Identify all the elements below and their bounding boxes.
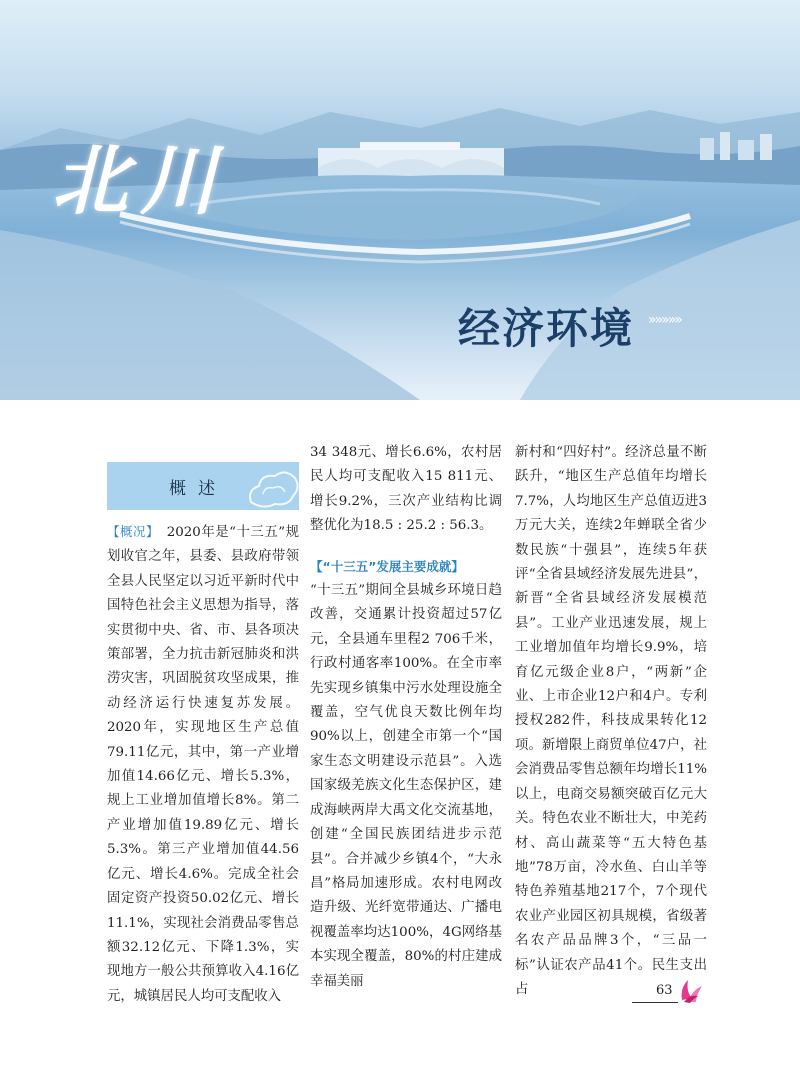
overview-text: 2020年是“十三五”规划收官之年，县委、县政府带领全县人民坚定以习近平新时代中国特色社会主义思想为指导，落实贯彻中央、省、市、县各项决策部署，全力抗击新冠肺炎和洪涝灾害，巩固脱贫攻坚成果，推动经济运行快速复苏发展。2020年，实现地区生产总值79.11亿元，其中，第一产业增加值14.66亿元、增长5.3%，规上工业增加值增长8%。第二产业增加值19.89亿元、增长5.3%。第三产业增加值44.56亿元、增长4.6%。完成全社会固定资产投资50.02亿元、增长11.1%，实现社会消费品零售总额32.12亿元、下降1.3%，实现地方一般公共预算收入4.16亿元，城镇居民人均可支配收入 <box>107 525 299 1004</box>
overview-paragraph <box>107 520 299 1009</box>
section-title: 经济环境 <box>458 304 635 353</box>
header-banner <box>0 0 800 400</box>
page-rule <box>632 1002 678 1003</box>
overview-paragraph-continued: 34 348元、增长6.6%，农村居民人均可支配收入15 811元、增长9.2%，三次产业结构比调整优化为18.5 : 25.2 : 56.3。 <box>310 445 502 534</box>
flower-ornament-icon <box>678 974 704 1004</box>
text-column-1 <box>107 520 299 1009</box>
overview-tag: 【概况】 <box>107 524 153 539</box>
overview-heading: 概述 <box>169 479 227 499</box>
text-column-2 <box>310 441 502 994</box>
page-number: 63 <box>656 983 673 998</box>
cloud-ornament-icon <box>239 462 299 510</box>
achievements-paragraph: “十三五”期间全县城乡环境日趋改善，交通累计投资超过57亿元，全县通车里程2 706千米，行政村通客率100%。在全市率先实现乡镇集中污水处理设施全覆盖，空气优良天数比例年均90%以上，创建全市第一个“国家生态文明建设示范县”。入选国家级羌族文化生态保护区，建成海峡两岸大禹文化交流基地，创建“全国民族团结进步示范县”。合并减少乡镇4个，“大永昌”格局加速形成。农村电网改造升级、光纤宽带通达、广播电视覆盖率均达100%，4G网络基本实现全覆盖，80%的村庄建成幸福美丽 <box>310 583 502 989</box>
title-arrows-decoration: »»»»» <box>648 312 681 328</box>
achievements-paragraph-continued: 新村和“四好村”。经济总量不断跃升，“地区生产总值年均增长7.7%，人均地区生产总值迈进3万元大关，连续2年蝉联全省少数民族“十强县”，连续5年获评“全省县域经济发展先进县”，新晋“全省县域经济发展模范县”。工业产业迅速发展，规上工业增加值年均增长9.9%，培育亿元级企业8户，“两新”企业、上市企业12户和4户。专利授权282件，科技成果转化12项。新增限上商贸单位47户，社会消费品零售总额年均增长11%以上，电商交易额突破百亿元大关。特色农业不断壮大，中羌药材、高山蔬菜等“五大特色基地”78万亩，冷水鱼、白山羊等特色养殖基地217个，7个现代农业产业园区初具规模，省级著名农产品品牌3个，“三品一标”认证农产品41个。民生支出占 <box>515 445 707 997</box>
county-name-calligraphy: 北川 <box>52 136 228 225</box>
overview-heading-box <box>107 462 299 510</box>
text-column-3 <box>515 441 707 1002</box>
achievements-subhead: 【“十三五”发展主要成就】 <box>310 558 464 574</box>
